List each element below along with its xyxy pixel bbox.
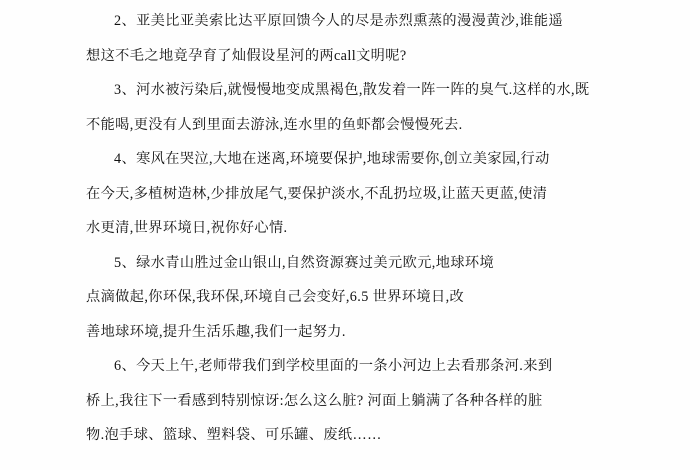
text-line: 善地球环境,提升生活乐趣,我们一起努力. xyxy=(86,323,346,340)
text-line: 在今天,多植树造林,少排放尾气,要保护淡水,不乱扔垃圾,让蓝天更蓝,使清 xyxy=(86,185,548,202)
text-line: 想这不毛之地竟孕育了灿假设星河的两call文明呢? xyxy=(86,47,407,64)
document-body xyxy=(86,4,630,453)
paragraph-4 xyxy=(86,142,630,246)
paragraph-3 xyxy=(86,73,630,142)
paragraph-2 xyxy=(86,4,630,73)
text-line: 3、河水被污染后,就慢慢地变成黑褐色,散发着一阵一阵的臭气.这样的水,既 xyxy=(114,82,590,98)
paragraph-5 xyxy=(86,246,630,350)
text-line: 6、今天上午,老师带我们到学校里面的一条小河边上去看那条河.来到 xyxy=(114,358,553,374)
paragraph-6 xyxy=(86,349,630,453)
text-line: 水更清,世界环境日,祝你好心情. xyxy=(86,220,288,236)
text-line: 2、亚美比亚美索比达平原回馈今人的尽是赤烈熏蒸的漫漫黄沙,谁能遥 xyxy=(114,13,564,29)
text-line: 物.泡手球、篮球、塑料袋、可乐罐、废纸…… xyxy=(86,427,382,443)
text-line: 4、寒风在哭泣,大地在迷离,环境要保护,地球需要你,创立美家园,行动 xyxy=(114,151,550,167)
text-line: 不能喝,更没有人到里面去游泳,连水里的鱼虾都会慢慢死去. xyxy=(86,116,463,133)
text-line: 点滴做起,你环保,我环保,环境自己会变好,6.5 世界环境日,改 xyxy=(86,289,465,305)
text-line: 桥上,我往下一看感到特别惊讶:怎么这么脏? 河面上躺满了各种各样的脏 xyxy=(86,392,543,409)
text-line: 5、绿水青山胜过金山银山,自然资源赛过美元欧元,地球环境 xyxy=(114,254,495,271)
